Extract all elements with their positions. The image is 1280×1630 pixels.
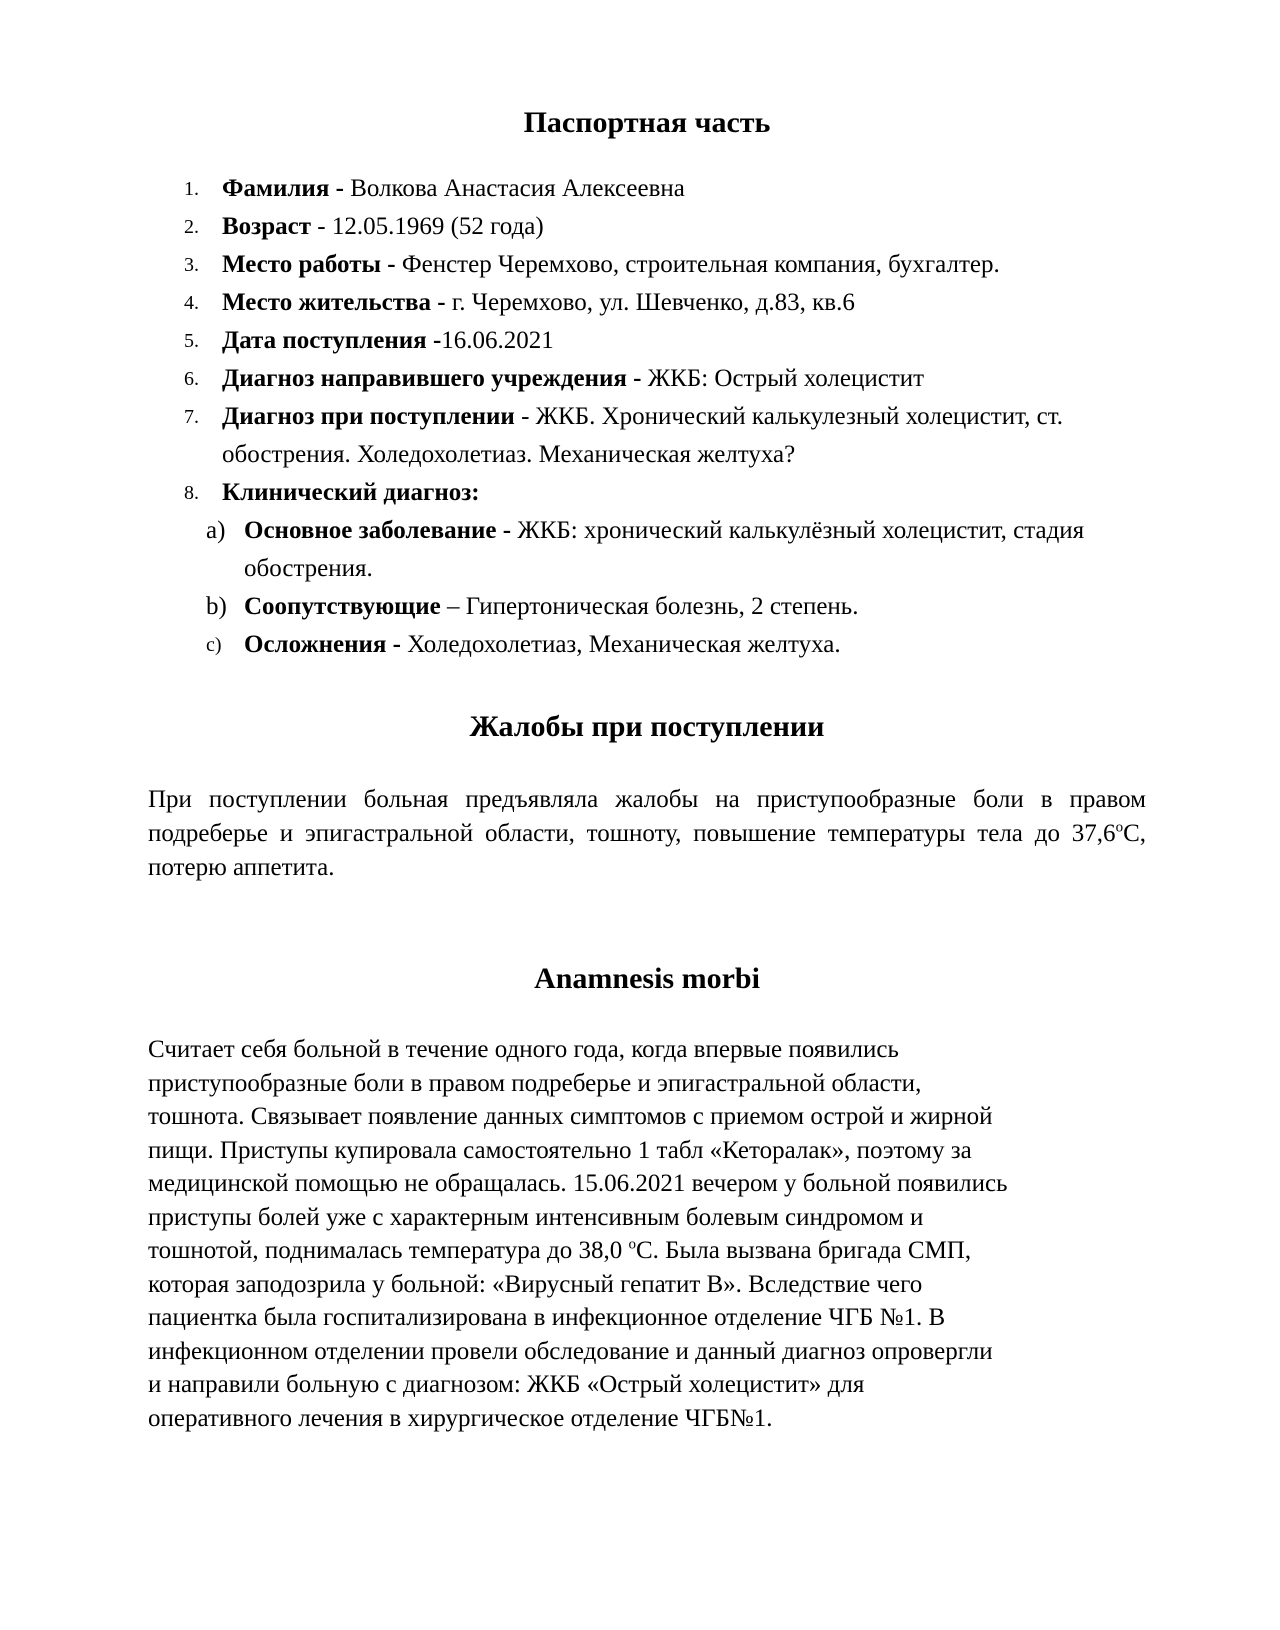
item-value: - 12.05.1969 (52 года) bbox=[311, 213, 544, 240]
anamnesis-line: Считает себя больной в течение одного года, когда впервые появились bbox=[148, 1036, 899, 1063]
item-value: - ЖКБ. Хронический калькулезный холецистит, ст. обострения. Холедохолетиаз. Механическая желтуха? bbox=[222, 403, 1064, 468]
item-value: ЖКБ: Острый холецистит bbox=[641, 365, 925, 392]
section-title-anamnesis: Anamnesis morbi bbox=[534, 962, 760, 995]
list-number: 4. bbox=[184, 292, 199, 314]
anamnesis-temp-text-end: С. Была вызвана бригада СМП, bbox=[635, 1237, 972, 1264]
list-item bbox=[0, 208, 1142, 246]
list-number: 8. bbox=[184, 482, 199, 504]
item-label: Диагноз направившего учреждения - bbox=[222, 365, 642, 392]
list-item bbox=[0, 284, 1142, 322]
item-label: Дата поступления - bbox=[222, 327, 442, 354]
list-item bbox=[0, 360, 1142, 398]
complaints-paragraph bbox=[148, 783, 1146, 885]
list-item bbox=[0, 322, 1142, 360]
degree-mark: о bbox=[628, 1236, 636, 1253]
passport-list bbox=[0, 170, 1280, 664]
list-item bbox=[0, 170, 1142, 208]
degree-mark: о bbox=[1115, 819, 1124, 836]
sub-list-item bbox=[0, 626, 1144, 664]
item-value: 16.06.2021 bbox=[441, 327, 554, 354]
sub-list-item bbox=[0, 512, 1144, 588]
sub-item-label: Соопутствующие bbox=[244, 593, 441, 620]
list-number: 3. bbox=[184, 254, 199, 276]
complaints-text-end: С, потерю аппетита. bbox=[148, 820, 1146, 881]
anamnesis-line: тошнота. Связывает появление данных симптомов с приемом острой и жирной bbox=[148, 1103, 993, 1130]
anamnesis-line: медицинской помощью не обращалась. 15.06.2021 вечером у больной появились bbox=[148, 1170, 1008, 1197]
item-value: Фенстер Черемхово, строительная компания, бухгалтер. bbox=[395, 251, 1000, 278]
anamnesis-line: и направили больную с диагнозом: ЖКБ «Острый холецистит» для bbox=[148, 1371, 865, 1398]
list-item bbox=[0, 246, 1142, 284]
anamnesis-line: приступообразные боли в правом подреберье и эпигастральной области, bbox=[148, 1069, 922, 1097]
anamnesis-line: инфекционном отделении провели обследование и данный диагноз опровергли bbox=[148, 1337, 993, 1365]
list-number: 2. bbox=[184, 216, 199, 238]
sub-list-letter: b) bbox=[206, 593, 227, 620]
anamnesis-line: оперативного лечения в хирургическое отделение ЧГБ№1. bbox=[148, 1404, 773, 1432]
list-number: 1. bbox=[184, 178, 199, 200]
sub-list-letter: c) bbox=[206, 634, 222, 656]
anamnesis-temp-text: тошнотой, поднималась температура до 38,0 bbox=[148, 1237, 629, 1264]
item-label: Место жительства - bbox=[222, 289, 446, 316]
section-title-complaints: Жалобы при поступлении bbox=[469, 710, 825, 743]
anamnesis-line bbox=[148, 1234, 1146, 1268]
item-value: г. Черемхово, ул. Шевченко, д.83, кв.6 bbox=[445, 289, 855, 316]
list-number: 6. bbox=[184, 368, 199, 390]
complaints-text: При поступлении больная предъявляла жалобы на приступообразные боли в правом подреберье и эпигастральной области, тошноту, повышение температуры тела до 37,6 bbox=[148, 786, 1146, 847]
item-label: Фамилия - bbox=[222, 175, 344, 202]
item-label: Возраст bbox=[222, 213, 312, 240]
anamnesis-line: пищи. Приступы купировала самостоятельно 1 табл «Кеторалак», поэтому за bbox=[148, 1136, 972, 1164]
item-label: Клинический диагноз: bbox=[222, 479, 480, 506]
sub-item-label: Основное заболевание - bbox=[244, 517, 512, 544]
anamnesis-line: приступы болей уже с характерным интенсивным болевым синдромом и bbox=[148, 1203, 924, 1231]
sub-item-label: Осложнения - bbox=[244, 631, 401, 658]
anamnesis-line: пациентка была госпитализирована в инфекционное отделение ЧГБ №1. В bbox=[148, 1304, 946, 1331]
list-number: 7. bbox=[184, 406, 199, 428]
anamnesis-line: которая заподозрила у больной: «Вирусный гепатит В». Вследствие чего bbox=[148, 1270, 923, 1298]
sub-item-value: Холедохолетиаз, Механическая желтуха. bbox=[400, 631, 841, 658]
item-label: Место работы - bbox=[222, 251, 396, 278]
sub-item-value: – Гипертоническая болезнь, 2 степень. bbox=[440, 593, 859, 620]
list-item bbox=[0, 474, 1142, 512]
item-value: Волкова Анастасия Алексеевна bbox=[343, 175, 685, 202]
sub-item-value: ЖКБ: хронический калькулёзный холецистит, стадия обострения. bbox=[244, 517, 1085, 582]
list-item bbox=[0, 398, 1142, 474]
section-title-passport: Паспортная часть bbox=[523, 106, 771, 139]
sub-list-item bbox=[0, 588, 1144, 626]
item-label: Диагноз при поступлении bbox=[222, 403, 515, 430]
list-number: 5. bbox=[184, 330, 199, 352]
sub-list-letter: a) bbox=[206, 517, 226, 544]
anamnesis-paragraph bbox=[148, 1033, 1146, 1435]
